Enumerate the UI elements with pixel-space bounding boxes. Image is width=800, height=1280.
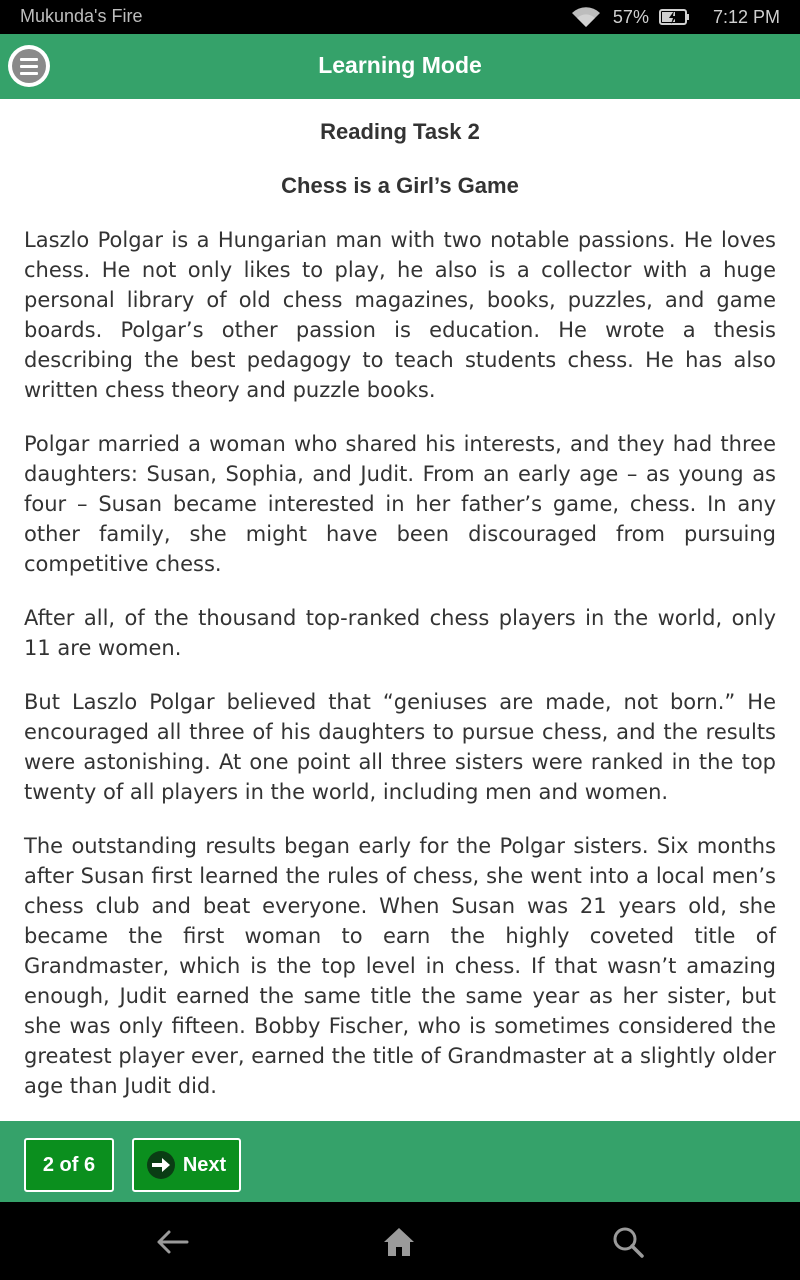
battery-charging-icon <box>659 8 691 26</box>
paragraph: Polgar married a woman who shared his interests, and they had three daughters: Susan, Sophia, and Judit. From an early age – as young as four – Susan became interested in her father’s game, chess. In any other family, she might have been discouraged from pursuing competitive chess. <box>24 432 776 576</box>
system-nav-bar <box>0 1202 800 1280</box>
paragraph: The outstanding results began early for the Polgar sisters. Six months after Susan first learned the rules of chess, she went into a local men’s chess club and beat everyone. When Susan was 21 years old, she became the first woman to earn the highly coveted title of Grandmaster, which is the top level in chess. If that wasn’t amazing enough, Judit earned the same title the same year as her sister, but she was only fifteen. Bobby Fischer, who is sometimes considered the greatest player ever, earned the title of Grandmaster at a slightly older age than Judit did. <box>24 834 776 1098</box>
page-indicator-button[interactable] <box>24 1138 114 1192</box>
back-icon[interactable] <box>154 1224 190 1260</box>
status-bar <box>0 0 800 34</box>
clock: 7:12 PM <box>712 6 780 27</box>
paragraph: Laszlo Polgar is a Hungarian man with two notable passions. He loves chess. He not only likes to play, he also is a collector with a huge personal library of old chess magazines, books, puzzles, and game boards. Polgar’s other passion is education. He wrote a thesis describing the best pedagogy to teach students chess. He has also written chess theory and puzzle books. <box>24 228 776 402</box>
next-button[interactable] <box>132 1138 241 1192</box>
app-bar <box>0 34 800 99</box>
paragraph: But Laszlo Polgar believed that “geniuses are made, not born.” He encouraged all three of his daughters to pursue chess, and the results were astonishing. At one point all three sisters were ranked in the top twenty of all players in the world, including men and women. <box>24 690 776 804</box>
story-text <box>24 225 776 1121</box>
reading-content[interactable] <box>0 99 800 1121</box>
story-title: Chess is a Girl’s Game <box>281 173 519 198</box>
wifi-icon <box>569 5 603 29</box>
device-name: Mukunda's Fire <box>20 6 143 26</box>
page-indicator-label: 2 of 6 <box>42 1153 96 1176</box>
task-title: Reading Task 2 <box>320 119 480 144</box>
status-indicators <box>569 5 780 29</box>
app-title: Learning Mode <box>318 52 482 78</box>
next-label: Next <box>182 1153 227 1176</box>
battery-percent: 57% <box>612 6 649 27</box>
search-icon[interactable] <box>610 1224 646 1260</box>
home-icon[interactable] <box>381 1224 417 1260</box>
arrow-right-icon <box>147 1151 175 1179</box>
paragraph: After all, of the thousand top-ranked chess players in the world, only 11 are women. <box>24 606 776 660</box>
bottom-bar <box>0 1121 800 1202</box>
